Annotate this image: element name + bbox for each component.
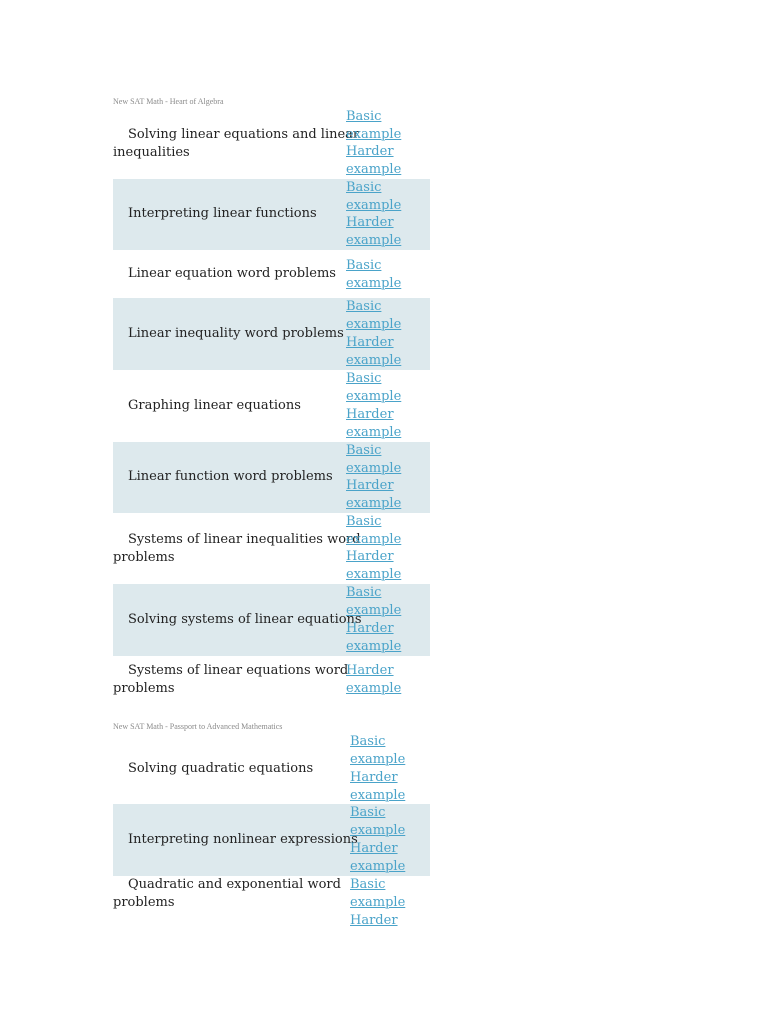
topic-row bbox=[113, 442, 430, 513]
topic-title: Systems of linear inequalities word bbox=[128, 532, 361, 547]
basic-example-link[interactable]: Basic bbox=[350, 805, 386, 820]
topic-title: Interpreting nonlinear expressions bbox=[128, 832, 358, 847]
harder-example-link[interactable]: example bbox=[346, 639, 402, 654]
basic-example-link[interactable]: example bbox=[346, 127, 402, 142]
harder-example-link[interactable]: example bbox=[346, 681, 402, 696]
basic-example-link[interactable]: Basic bbox=[346, 443, 382, 458]
topic-title: Linear equation word problems bbox=[128, 266, 336, 281]
topic-title: Linear inequality word problems bbox=[128, 326, 344, 341]
harder-example-link[interactable]: example bbox=[346, 567, 402, 582]
harder-example-link[interactable]: Harder bbox=[346, 663, 394, 678]
topic-row bbox=[113, 656, 430, 704]
topic-row bbox=[113, 804, 430, 876]
basic-example-link[interactable]: Basic bbox=[346, 514, 382, 529]
basic-example-link[interactable]: example bbox=[346, 532, 402, 547]
topic-row bbox=[113, 584, 430, 656]
topic-title-continued: problems bbox=[113, 550, 175, 565]
basic-example-link[interactable]: Basic bbox=[346, 109, 382, 124]
harder-example-link[interactable]: Harder bbox=[350, 841, 398, 856]
topic-row bbox=[113, 733, 430, 804]
topic-row bbox=[113, 108, 430, 179]
harder-example-link[interactable]: Harder bbox=[346, 549, 394, 564]
harder-example-link[interactable]: Harder bbox=[350, 913, 398, 928]
basic-example-link[interactable]: example bbox=[346, 461, 402, 476]
topic-row bbox=[113, 298, 430, 370]
basic-example-link[interactable]: Basic bbox=[346, 258, 382, 273]
basic-example-link[interactable]: Basic bbox=[346, 371, 382, 386]
harder-example-link[interactable]: example bbox=[346, 353, 402, 368]
harder-example-link[interactable]: Harder bbox=[346, 215, 394, 230]
topic-title: Interpreting linear functions bbox=[128, 206, 317, 221]
topic-row bbox=[113, 876, 430, 930]
basic-example-link[interactable]: example bbox=[350, 823, 406, 838]
harder-example-link[interactable]: example bbox=[346, 233, 402, 248]
topic-title-continued: inequalities bbox=[113, 145, 190, 160]
harder-example-link[interactable]: Harder bbox=[346, 478, 394, 493]
basic-example-link[interactable]: example bbox=[346, 276, 402, 291]
harder-example-link[interactable]: Harder bbox=[346, 335, 394, 350]
topic-title-continued: problems bbox=[113, 895, 175, 910]
topic-row bbox=[113, 370, 430, 442]
topic-row bbox=[113, 179, 430, 250]
section-caption-heart-of-algebra: New SAT Math - Heart of Algebra bbox=[113, 97, 224, 106]
harder-example-link[interactable]: example bbox=[346, 496, 402, 511]
topic-title: Graphing linear equations bbox=[128, 398, 301, 413]
topic-title-continued: problems bbox=[113, 681, 175, 696]
topic-title: Linear function word problems bbox=[128, 469, 333, 484]
basic-example-link[interactable]: example bbox=[346, 603, 402, 618]
topic-row bbox=[113, 250, 430, 298]
section-caption-passport-to-advanced-math: New SAT Math - Passport to Advanced Mathematics bbox=[113, 722, 283, 731]
topic-row bbox=[113, 513, 430, 584]
harder-example-link[interactable]: Harder bbox=[350, 770, 398, 785]
topic-title: Quadratic and exponential word bbox=[128, 877, 341, 892]
basic-example-link[interactable]: Basic bbox=[346, 180, 382, 195]
basic-example-link[interactable]: example bbox=[346, 389, 402, 404]
basic-example-link[interactable]: example bbox=[346, 317, 402, 332]
basic-example-link[interactable]: Basic bbox=[350, 734, 386, 749]
basic-example-link[interactable]: Basic bbox=[346, 299, 382, 314]
harder-example-link[interactable]: example bbox=[350, 788, 406, 803]
topic-title: Systems of linear equations word bbox=[128, 663, 349, 678]
harder-example-link[interactable]: example bbox=[346, 425, 402, 440]
harder-example-link[interactable]: example bbox=[346, 162, 402, 177]
harder-example-link[interactable]: Harder bbox=[346, 407, 394, 422]
basic-example-link[interactable]: Basic bbox=[350, 877, 386, 892]
basic-example-link[interactable]: example bbox=[346, 198, 402, 213]
basic-example-link[interactable]: Basic bbox=[346, 585, 382, 600]
harder-example-link[interactable]: Harder bbox=[346, 144, 394, 159]
topic-title: Solving systems of linear equations bbox=[128, 612, 362, 627]
topic-title: Solving quadratic equations bbox=[128, 761, 314, 776]
harder-example-link[interactable]: Harder bbox=[346, 621, 394, 636]
topic-title: Solving linear equations and linear bbox=[128, 127, 360, 142]
harder-example-link[interactable]: example bbox=[350, 859, 406, 874]
basic-example-link[interactable]: example bbox=[350, 752, 406, 767]
basic-example-link[interactable]: example bbox=[350, 895, 406, 910]
